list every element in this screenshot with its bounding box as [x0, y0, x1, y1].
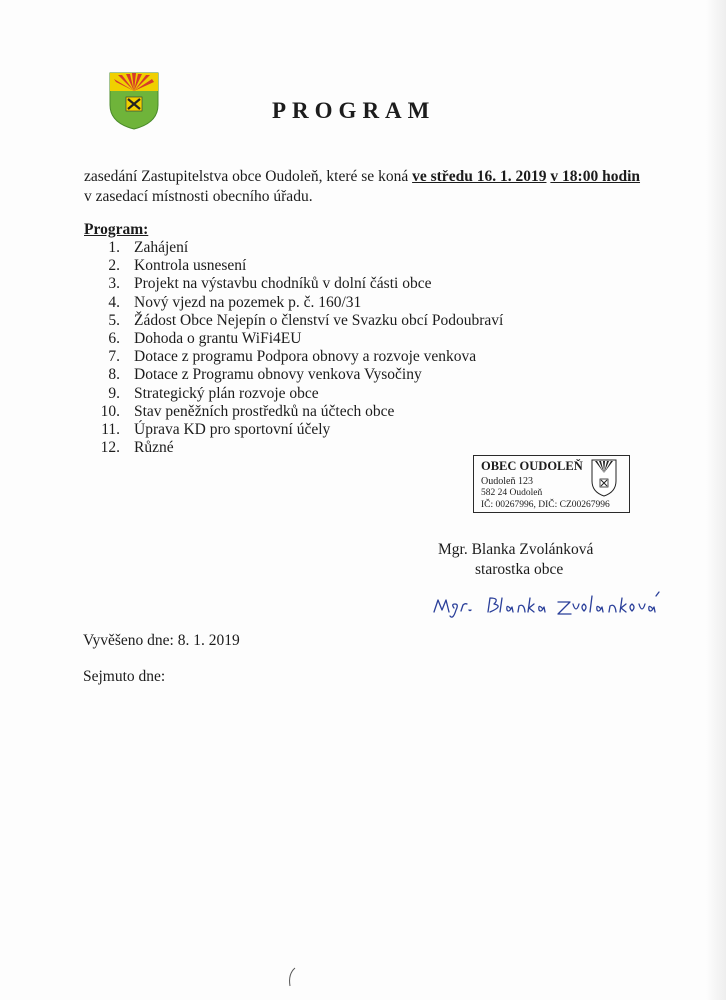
posted-date: Vyvěšeno dne: 8. 1. 2019 [83, 632, 240, 649]
agenda-item-number: 5. [108, 311, 120, 329]
removed-date: Sejmuto dne: [83, 668, 166, 685]
agenda-item [84, 403, 544, 421]
agenda-list [84, 239, 544, 457]
stamp-name: OBEC OUDOLEŇ [481, 459, 583, 473]
program-heading: Program: [84, 221, 149, 238]
handwritten-signature [430, 590, 670, 626]
agenda-item [84, 312, 544, 330]
office-stamp [473, 455, 630, 513]
agenda-item-number: 6. [108, 329, 120, 347]
agenda-item [84, 294, 544, 312]
agenda-item-label: Stav peněžních prostředků na účtech obce [134, 402, 395, 420]
agenda-item-number: 4. [108, 293, 120, 311]
agenda-item [84, 239, 544, 257]
stamp-crest-icon [591, 459, 617, 497]
agenda-item-label: Různé [134, 439, 174, 457]
agenda-item [84, 385, 544, 403]
agenda-item-label: Žádost Obce Nejepín o členství ve Svazku obcí Podoubraví [134, 311, 504, 329]
coat-of-arms-icon [108, 71, 160, 131]
agenda-item-label: Úprava KD pro sportovní účely [134, 420, 331, 438]
intro-text-start: zasedání Zastupitelstva obce Oudoleň, které se koná [84, 168, 413, 185]
agenda-item [84, 330, 544, 348]
agenda-item-label: Zahájení [134, 239, 189, 256]
agenda-item-label: Dotace z programu Podpora obnovy a rozvoje venkova [134, 348, 477, 366]
agenda-item-label: Dotace z Programu obnovy venkova Vysočiny [134, 366, 422, 384]
agenda-item [84, 366, 544, 384]
signer-name: Mgr. Blanka Zvolánková [438, 541, 594, 558]
agenda-item [84, 348, 544, 366]
agenda-item-number: 7. [108, 348, 120, 366]
agenda-item-number: 9. [108, 384, 120, 402]
agenda-item-number: 10. [100, 402, 120, 420]
stamp-ids: IČ: 00267996, DIČ: CZ00267996 [481, 500, 610, 510]
agenda-item-label: Projekt na výstavbu chodníků v dolní části obce [134, 275, 432, 293]
stamp-address-line2: 582 24 Oudoleň [481, 488, 543, 498]
agenda-item [84, 275, 544, 293]
agenda-item [84, 257, 544, 275]
agenda-item-number: 2. [108, 257, 120, 275]
pen-mark [286, 966, 298, 988]
page-title: PROGRAM [272, 98, 436, 123]
agenda-item-number: 1. [108, 239, 120, 256]
intro-text-end: v zasedací místnosti obecního úřadu. [84, 188, 313, 205]
agenda-item-label: Nový vjezd na pozemek p. č. 160/31 [134, 293, 362, 311]
agenda-item-label: Strategický plán rozvoje obce [134, 384, 319, 402]
agenda-item-number: 8. [108, 366, 120, 384]
signer-role: starostka obce [475, 561, 564, 578]
agenda-item-number: 12. [100, 439, 120, 457]
page-edge-shadow [706, 0, 726, 1000]
agenda-item [84, 421, 544, 439]
meeting-date: ve středu 16. 1. 2019 [412, 168, 547, 185]
agenda-item-number: 3. [108, 275, 120, 293]
agenda-item-label: Dohoda o grantu WiFi4EU [134, 329, 302, 347]
meeting-intro [84, 167, 640, 207]
agenda-item-label: Kontrola usnesení [134, 257, 247, 275]
agenda-item-number: 11. [101, 420, 120, 438]
stamp-address-line1: Oudoleň 123 [481, 476, 533, 487]
meeting-time: v 18:00 hodin [550, 168, 641, 185]
